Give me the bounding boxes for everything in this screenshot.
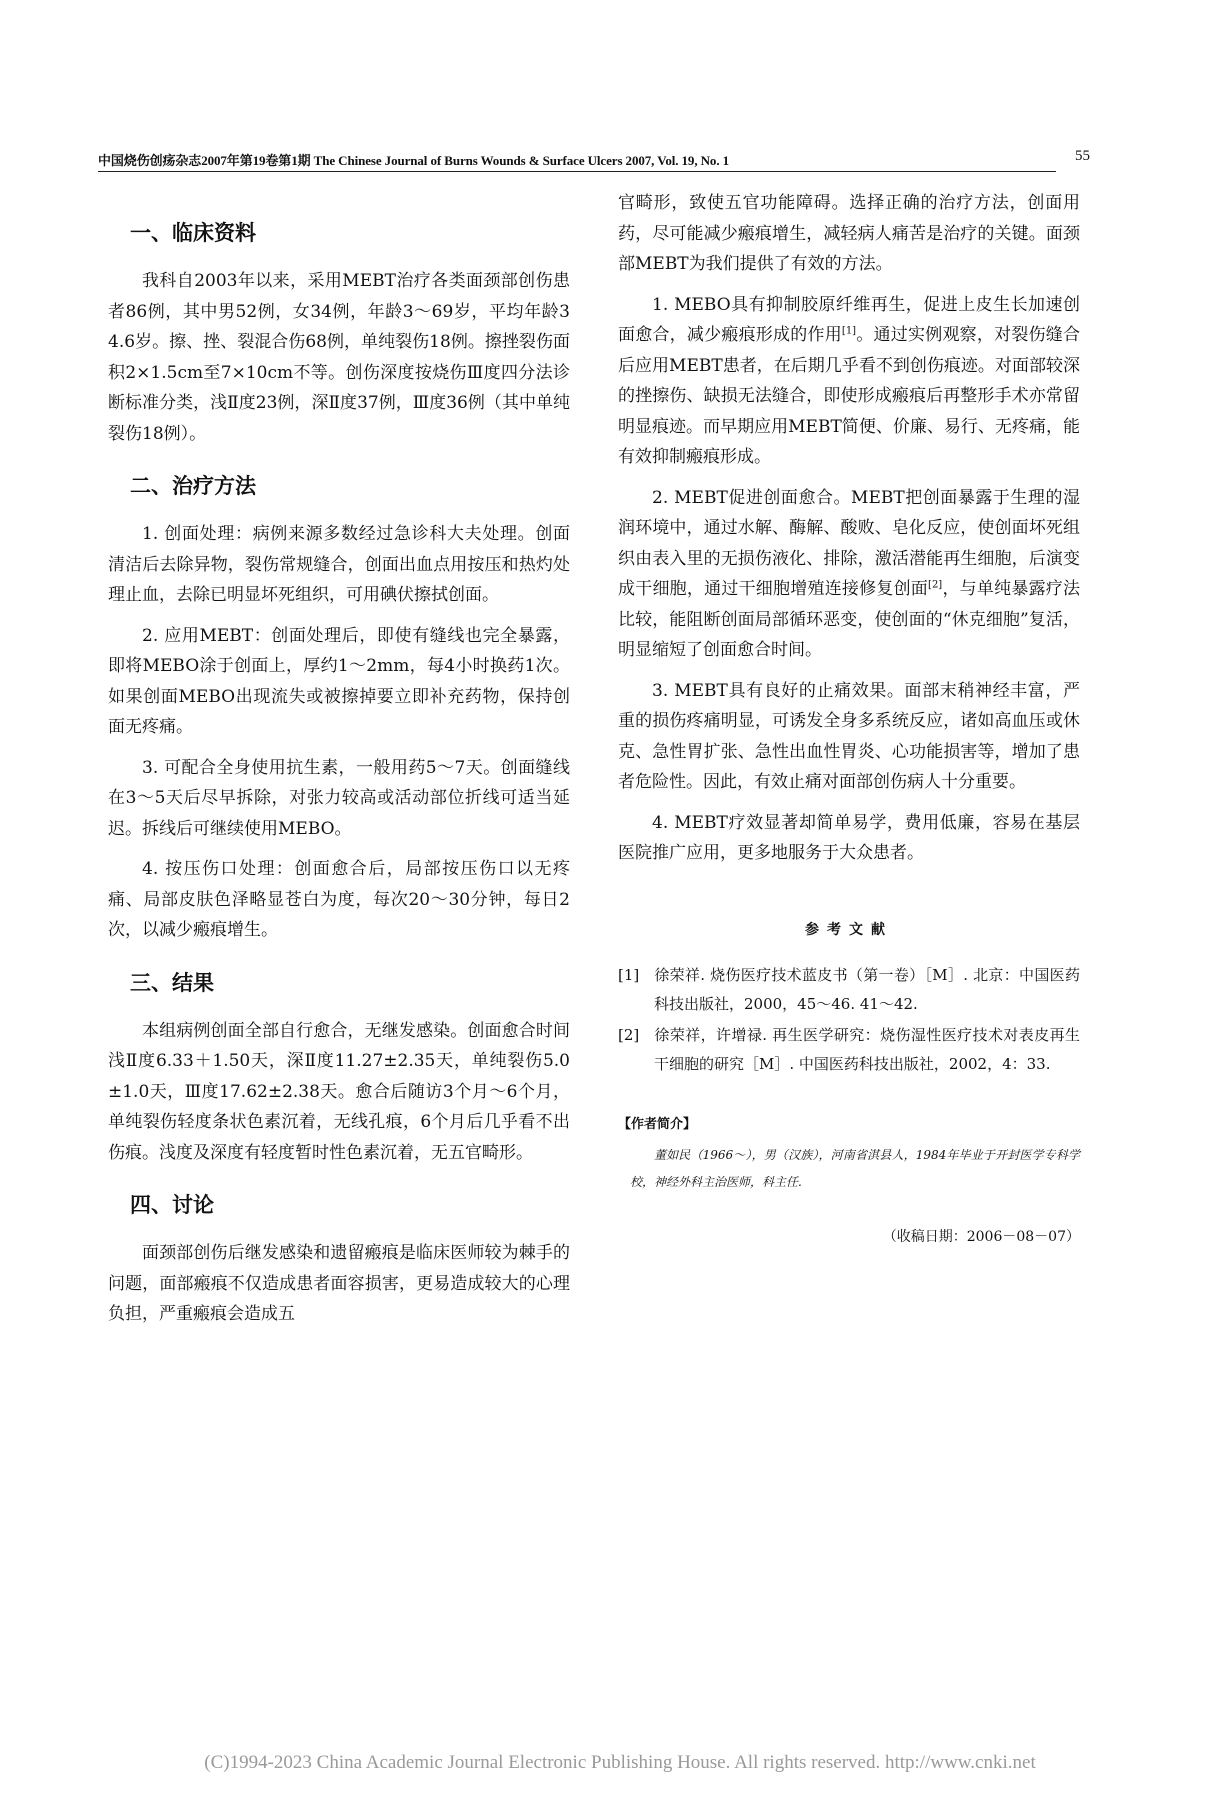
paragraph: 面颈部创伤后继发感染和遗留瘢痕是临床医师较为棘手的问题，面部瘢痕不仅造成患者面容损害，更易造成较大的心理负担，严重瘢痕会造成五: [108, 1243, 570, 1324]
section-title-discussion: 四、讨论: [130, 1193, 214, 1217]
section-title-treatment: 二、治疗方法: [130, 474, 256, 498]
right-column: [618, 188, 1080, 1246]
header-rule: [98, 171, 1056, 172]
reference-item: [618, 1021, 1080, 1079]
paragraph-text: 。通过实例观察，对裂伤缝合后应用MEBT患者，在后期几乎看不到创伤痕迹。对面部较深的挫擦伤、缺损无法缝合，即使形成瘢痕后再整形手术亦常留明显痕迹。而早期应用MEBT简便、价廉、易行、无疼痛，能有效抑制瘢痕形成。: [618, 325, 1081, 467]
paragraph-text: 2. MEBT促进创面愈合。MEBT把创面暴露于生理的湿润环境中，通过水解、酶解、酸败、皂化反应，使创面坏死组织由表入里的无损伤液化、排除，激活潜能再生细胞，后演变成干细胞，通过干细胞增殖连接修复创面: [618, 487, 1080, 599]
reference-text: 徐荣祥. 烧伤医疗技术蓝皮书（第一卷）［M］. 北京：中国医药科技出版社，2000，45～46. 41～42.: [654, 965, 1080, 1013]
copyright-footer: (C)1994-2023 China Academic Journal Electronic Publishing House. All rights reserved. http://www.cnki.net: [204, 1752, 1036, 1773]
paragraph: 本组病例创面全部自行愈合，无继发感染。创面愈合时间浅Ⅱ度6.33＋1.50天，深Ⅱ度11.27±2.35天，单纯裂伤5.0±1.0天，Ⅲ度17.62±2.38天。愈合后随访3个月～6个月，单纯裂伤轻度条状色素沉着，无线孔痕，6个月后几乎看不出伤痕。浅度及深度有轻度暂时性色素沉着，无五官畸形。: [108, 1020, 570, 1163]
reference-number: [2]: [618, 1025, 640, 1044]
paragraph: 2. 应用MEBT：创面处理后，即使有缝线也完全暴露，即将MEBO涂于创面上，厚约1～2mm，每4小时换药1次。如果创面MEBO出现流失或被擦掉要立即补充药物，保持创面无疼痛。: [108, 625, 570, 737]
page-number: 55: [1075, 148, 1090, 164]
paragraph: 1. 创面处理：病例来源多数经过急诊科大夫处理。创面清洁后去除异物，裂伤常规缝合，创面出血点用按压和热灼处理止血，去除已明显坏死组织，可用碘伏擦拭创面。: [108, 524, 570, 605]
paragraph: 3. MEBT具有良好的止痛效果。面部末稍神经丰富，严重的损伤疼痛明显，可诱发全身多系统反应，诸如高血压或休克、急性胃扩张、急性出血性胃炎、心功能损害等，增加了患者危险性。因此，有效止痛对面部创伤病人十分重要。: [618, 680, 1080, 792]
paragraph: [618, 290, 1080, 473]
paragraph: 3. 可配合全身使用抗生素，一般用药5～7天。创面缝线在3～5天后尽早拆除，对张力较高或活动部位折线可适当延迟。拆线后可继续使用MEBO。: [108, 757, 570, 839]
received-date: （收稿日期：2006－08－07）: [882, 1228, 1080, 1245]
reference-number: [1]: [618, 965, 640, 984]
section-title-results: 三、结果: [130, 970, 214, 995]
left-column: [108, 188, 570, 1340]
paragraph-continued: 官畸形，致使五官功能障碍。选择正确的治疗方法，创面用药，尽可能减少瘢痕增生，减轻病人痛苦是治疗的关键。面颈部MEBT为我们提供了有效的方法。: [618, 193, 1080, 274]
author-bio-title: 【作者简介】: [618, 1116, 697, 1132]
paragraph: 4. 按压伤口处理：创面愈合后，局部按压伤口以无疼痛、局部皮肤色泽略显苍白为度，每次20～30分钟，每日2次，以减少瘢痕增生。: [108, 859, 570, 940]
paragraph-text: 1. MEBO具有抑制胶原纤维再生，促进上皮生长加速创面愈合，减少瘢痕形成的作用: [618, 294, 1080, 345]
reference-text: 徐荣祥，许增禄. 再生医学研究：烧伤湿性医疗技术对表皮再生干细胞的研究［M］. 中国医药科技出版社，2002，4：33.: [654, 1025, 1080, 1073]
running-header: [98, 150, 1090, 170]
citation: [2]: [928, 579, 943, 591]
author-bio-text: 董如民（1966～），男（汉族），河南省淇县人，1984年毕业于开封医学专科学校，神经外科主治医师，科主任.: [630, 1147, 1080, 1189]
running-title: 中国烧伤创疡杂志2007年第19卷第1期 The Chinese Journal of Burns Wounds & Surface Ulcers 2007, Vol. 19, No. 1: [98, 153, 730, 168]
references-title: 参考文献: [805, 921, 893, 938]
section-title-clinical-data: 一、临床资料: [130, 221, 256, 245]
reference-item: [618, 961, 1080, 1019]
paragraph: 4. MEBT疗效显著却简单易学，费用低廉，容易在基层医院推广应用，更多地服务于大众患者。: [618, 812, 1080, 863]
citation: [1]: [841, 325, 857, 337]
paragraph-text: ，与单纯暴露疗法比较，能阻断创面局部循环恶变，使创面的“休克细胞”复活，明显缩短了创面愈合时间。: [618, 579, 1081, 660]
paragraph: 我科自2003年以来，采用MEBT治疗各类面颈部创伤患者86例，其中男52例，女34例，年龄3～69岁，平均年龄34.6岁。擦、挫、裂混合伤68例，单纯裂伤18例。擦挫裂伤面积2×1.5cm至7×10cm不等。创伤深度按烧伤Ⅲ度四分法诊断标准分类，浅Ⅱ度23例，深Ⅱ度37例，Ⅲ度36例（其中单纯裂伤18例）。: [108, 271, 570, 444]
paragraph: [618, 483, 1080, 666]
